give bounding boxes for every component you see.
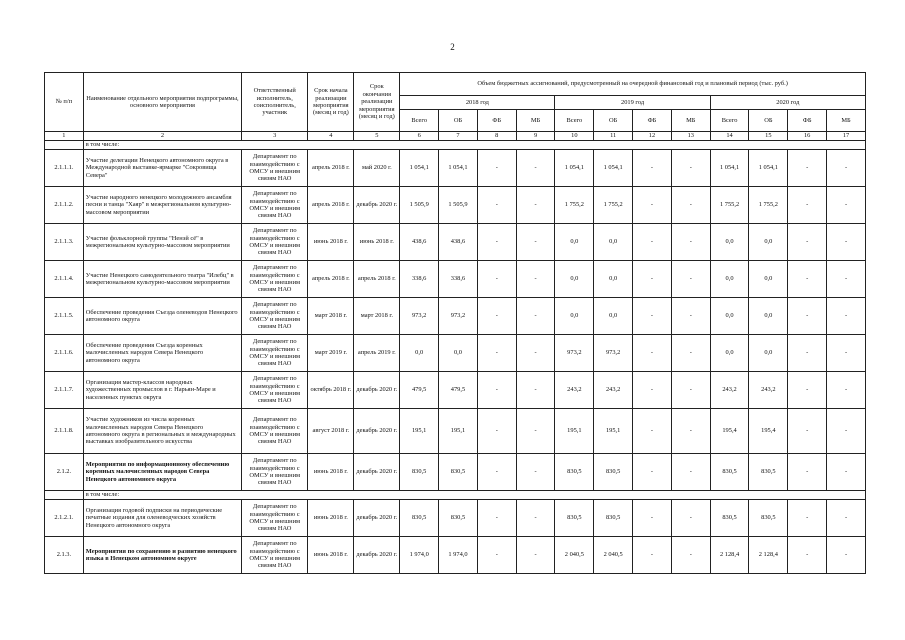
row-start: июнь 2018 г. (308, 224, 354, 261)
header-sub: Всего (555, 110, 594, 132)
row-value: - (788, 372, 827, 409)
row-value: - (671, 261, 710, 298)
row-value: 830,5 (555, 454, 594, 491)
row-value: 0,0 (749, 298, 788, 335)
table-row (45, 150, 866, 187)
row-end: декабрь 2020 г. (354, 500, 400, 537)
row-value: 1 054,1 (710, 150, 749, 187)
header-budget: Объем бюджетных ассигнований, предусмотренный на очередной финансовый год и плановый период (тыс. руб.) (400, 73, 866, 96)
row-num: 2.1.1.2. (45, 187, 84, 224)
row-value: - (633, 335, 672, 372)
table-row (45, 187, 866, 224)
row-value: - (671, 372, 710, 409)
col-index: 9 (516, 132, 555, 141)
col-index: 14 (710, 132, 749, 141)
col-index: 12 (633, 132, 672, 141)
row-value: 195,1 (439, 409, 478, 454)
row-value: - (516, 298, 555, 335)
col-index: 2 (83, 132, 241, 141)
row-responsible: Департамент по взаимодействию с ОМСУ и внешним связям НАО (242, 335, 308, 372)
header-sub: Всего (710, 110, 749, 132)
header-sub: ОБ (439, 110, 478, 132)
row-value: - (788, 537, 827, 574)
row-value: - (827, 454, 866, 491)
row-value: - (788, 454, 827, 491)
table-row (45, 409, 866, 454)
row-value: - (671, 298, 710, 335)
col-index: 16 (788, 132, 827, 141)
header-start: Срок начала реализации мероприятия (месяц и год) (308, 73, 354, 132)
row-name: Организация мастер-классов народных художественных промыслов в г. Нарьян-Маре и населенных пунктах округа (83, 372, 241, 409)
col-index: 13 (671, 132, 710, 141)
row-value: 0,0 (555, 224, 594, 261)
row-value: - (633, 537, 672, 574)
row-value: 2 040,5 (555, 537, 594, 574)
row-num: 2.1.1.3. (45, 224, 84, 261)
row-value: - (788, 409, 827, 454)
header-year-2018: 2018 год (400, 96, 555, 110)
row-start: октябрь 2018 г. (308, 372, 354, 409)
row-name: Обеспечение проведения Съезда оленеводов Ненецкого автономного округа (83, 298, 241, 335)
row-num: 2.1.3. (45, 537, 84, 574)
table-row (45, 454, 866, 491)
row-value: - (516, 372, 555, 409)
row-start: июнь 2018 г. (308, 537, 354, 574)
header-responsible: Ответственный исполнитель, соисполнитель, участник (242, 73, 308, 132)
row-value: - (633, 261, 672, 298)
row-num: 2.1.1.4. (45, 261, 84, 298)
row-value: - (827, 409, 866, 454)
row-value: 973,2 (439, 298, 478, 335)
row-value: 0,0 (555, 261, 594, 298)
row-start: июнь 2018 г. (308, 454, 354, 491)
row-value: - (827, 150, 866, 187)
col-index: 5 (354, 132, 400, 141)
row-start: март 2018 г. (308, 298, 354, 335)
row-value: 438,6 (400, 224, 439, 261)
row-value: 830,5 (555, 500, 594, 537)
row-value: - (827, 372, 866, 409)
row-responsible: Департамент по взаимодействию с ОМСУ и внешним связям НАО (242, 409, 308, 454)
header-sub: Всего (400, 110, 439, 132)
row-value: - (477, 224, 516, 261)
row-name: Организация годовой подписки на периодические печатные издания для оленеводческих хозяйств Ненецкого автономного округа (83, 500, 241, 537)
row-value: 0,0 (555, 298, 594, 335)
row-value: - (633, 224, 672, 261)
table-row (45, 298, 866, 335)
row-end: июнь 2018 г. (354, 224, 400, 261)
row-num: 2.1.1.8. (45, 409, 84, 454)
row-responsible: Департамент по взаимодействию с ОМСУ и внешним связям НАО (242, 537, 308, 574)
row-value: 830,5 (710, 454, 749, 491)
row-num: 2.1.1.5. (45, 298, 84, 335)
row-value: 830,5 (439, 454, 478, 491)
table-row (45, 372, 866, 409)
row-value: 0,0 (594, 224, 633, 261)
row-value: 338,6 (400, 261, 439, 298)
row-value: - (671, 187, 710, 224)
col-index: 11 (594, 132, 633, 141)
row-end: апрель 2018 г. (354, 261, 400, 298)
row-value: 830,5 (749, 454, 788, 491)
row-value: 1 755,2 (710, 187, 749, 224)
row-value: 0,0 (439, 335, 478, 372)
row-name: Участие делегации Ненецкого автономного округа в Международной выставке-ярмарке "Сокровища Севера" (83, 150, 241, 187)
col-index: 1 (45, 132, 84, 141)
row-value: - (477, 150, 516, 187)
row-value: - (477, 409, 516, 454)
note-label: в том числе: (83, 491, 865, 500)
row-end: декабрь 2020 г. (354, 372, 400, 409)
row-value: - (633, 500, 672, 537)
row-value: - (516, 187, 555, 224)
row-end: декабрь 2020 г. (354, 537, 400, 574)
row-value: 0,0 (400, 335, 439, 372)
row-name: Обеспечение проведения Съезда коренных малочисленных народов Севера Ненецкого автономного округа (83, 335, 241, 372)
row-end: апрель 2019 г. (354, 335, 400, 372)
header-year-2019: 2019 год (555, 96, 710, 110)
row-value: 438,6 (439, 224, 478, 261)
row-end: май 2020 г. (354, 150, 400, 187)
header-sub: МБ (516, 110, 555, 132)
row-value: - (671, 454, 710, 491)
row-start: апрель 2018 г. (308, 150, 354, 187)
row-value: - (477, 454, 516, 491)
row-num: 2.1.1.7. (45, 372, 84, 409)
row-value: 830,5 (400, 454, 439, 491)
row-value: - (633, 187, 672, 224)
row-name: Участие фольклорной группы "Ненэй сё" в межрегиональном культурно-массовом мероприятии (83, 224, 241, 261)
row-end: декабрь 2020 г. (354, 454, 400, 491)
row-value: 195,1 (400, 409, 439, 454)
row-value: - (671, 224, 710, 261)
row-value: - (477, 372, 516, 409)
row-value: - (477, 187, 516, 224)
row-value: - (827, 335, 866, 372)
row-value: - (516, 409, 555, 454)
budget-table (44, 72, 866, 574)
row-start: август 2018 г. (308, 409, 354, 454)
row-name: Мероприятия по сохранению и развитию ненецкого языка в Ненецком автономном округе (83, 537, 241, 574)
row-value: - (516, 537, 555, 574)
row-value: 973,2 (400, 298, 439, 335)
row-name: Участие Ненецкого самодеятельного театра "Илебц" в межрегиональном культурно-массовом мероприятии (83, 261, 241, 298)
row-responsible: Департамент по взаимодействию с ОМСУ и внешним связям НАО (242, 454, 308, 491)
header-sub: ОБ (749, 110, 788, 132)
row-start: март 2019 г. (308, 335, 354, 372)
row-value: - (671, 150, 710, 187)
row-value: - (633, 298, 672, 335)
row-value: - (516, 261, 555, 298)
row-value: 1 054,1 (400, 150, 439, 187)
row-num: 2.1.1.1. (45, 150, 84, 187)
row-value: - (671, 409, 710, 454)
row-value: 830,5 (594, 454, 633, 491)
row-value: - (671, 500, 710, 537)
row-value: 1 054,1 (749, 150, 788, 187)
row-value: - (633, 454, 672, 491)
row-value: - (633, 372, 672, 409)
row-value: 1 054,1 (555, 150, 594, 187)
row-end: март 2018 г. (354, 298, 400, 335)
row-value: - (516, 150, 555, 187)
row-value: - (477, 335, 516, 372)
row-value: 0,0 (749, 335, 788, 372)
table-row (45, 537, 866, 574)
row-value: 830,5 (400, 500, 439, 537)
row-name: Мероприятия по информационному обеспечению коренных малочисленных народов Севера Ненецкого автономного округа (83, 454, 241, 491)
row-value: 243,2 (710, 372, 749, 409)
row-value: - (827, 187, 866, 224)
row-value: 1 755,2 (555, 187, 594, 224)
row-value: 830,5 (749, 500, 788, 537)
table-row (45, 500, 866, 537)
col-index: 15 (749, 132, 788, 141)
col-index: 8 (477, 132, 516, 141)
row-value: 1 755,2 (749, 187, 788, 224)
row-value: 0,0 (710, 261, 749, 298)
row-value: - (477, 298, 516, 335)
row-value: 1 054,1 (594, 150, 633, 187)
row-value: 0,0 (710, 335, 749, 372)
row-start: апрель 2018 г. (308, 261, 354, 298)
row-responsible: Департамент по взаимодействию с ОМСУ и внешним связям НАО (242, 372, 308, 409)
row-value: 0,0 (594, 261, 633, 298)
row-end: декабрь 2020 г. (354, 409, 400, 454)
row-value: - (788, 261, 827, 298)
row-responsible: Департамент по взаимодействию с ОМСУ и внешним связям НАО (242, 187, 308, 224)
header-end: Срок окончания реализации мероприятия (месяц и год) (354, 73, 400, 132)
row-value: 830,5 (710, 500, 749, 537)
col-index: 17 (827, 132, 866, 141)
row-value: 1 974,0 (439, 537, 478, 574)
row-value: 2 128,4 (749, 537, 788, 574)
page-number: 2 (450, 42, 455, 52)
row-value: - (516, 224, 555, 261)
header-sub: ФБ (633, 110, 672, 132)
row-value: - (788, 298, 827, 335)
row-value: 1 054,1 (439, 150, 478, 187)
row-responsible: Департамент по взаимодействию с ОМСУ и внешним связям НАО (242, 500, 308, 537)
header-num: № п/п (45, 73, 84, 132)
row-name: Участие художников из числа коренных малочисленных народов Севера Ненецкого автономного округа в региональных и международных выставках изобразительного искусства (83, 409, 241, 454)
row-value: 0,0 (749, 261, 788, 298)
row-start: июнь 2018 г. (308, 500, 354, 537)
row-value: - (516, 454, 555, 491)
row-value: 830,5 (439, 500, 478, 537)
header-sub: МБ (671, 110, 710, 132)
row-value: 0,0 (749, 224, 788, 261)
row-value: 0,0 (594, 298, 633, 335)
row-value: 338,6 (439, 261, 478, 298)
row-value: 2 128,4 (710, 537, 749, 574)
row-value: 243,2 (749, 372, 788, 409)
note-label: в том числе: (83, 141, 865, 150)
row-name: Участие народного ненецкого молодежного ансамбля песни и танца "Хаяр" в межрегиональном культурно-массовом мероприятии (83, 187, 241, 224)
table-row (45, 261, 866, 298)
row-value: 243,2 (594, 372, 633, 409)
row-value: - (788, 335, 827, 372)
row-value: 2 040,5 (594, 537, 633, 574)
column-index-row (45, 132, 866, 141)
col-index: 10 (555, 132, 594, 141)
header-sub: ФБ (477, 110, 516, 132)
row-responsible: Департамент по взаимодействию с ОМСУ и внешним связям НАО (242, 298, 308, 335)
row-num: 2.1.1.6. (45, 335, 84, 372)
row-value: 973,2 (555, 335, 594, 372)
row-value: - (477, 261, 516, 298)
row-value: 0,0 (710, 298, 749, 335)
row-value: 1 505,9 (439, 187, 478, 224)
row-value: - (671, 537, 710, 574)
table-row (45, 335, 866, 372)
header-year-2020: 2020 год (710, 96, 865, 110)
row-start: апрель 2018 г. (308, 187, 354, 224)
col-index: 6 (400, 132, 439, 141)
col-index: 3 (242, 132, 308, 141)
row-value: - (827, 537, 866, 574)
row-value: - (788, 224, 827, 261)
row-value: 0,0 (710, 224, 749, 261)
row-value: - (827, 261, 866, 298)
header-sub: ФБ (788, 110, 827, 132)
row-num: 2.1.2. (45, 454, 84, 491)
row-value: 1 755,2 (594, 187, 633, 224)
row-responsible: Департамент по взаимодействию с ОМСУ и внешним связям НАО (242, 261, 308, 298)
row-value: - (477, 500, 516, 537)
row-num: 2.1.2.1. (45, 500, 84, 537)
row-value: 195,4 (710, 409, 749, 454)
row-value: - (633, 150, 672, 187)
row-value: - (788, 150, 827, 187)
header-name: Наименование отдельного мероприятия подпрограммы, основного мероприятия (83, 73, 241, 132)
row-value: 1 974,0 (400, 537, 439, 574)
header-sub: ОБ (594, 110, 633, 132)
row-value: - (788, 500, 827, 537)
row-value: - (477, 537, 516, 574)
row-value: 195,1 (555, 409, 594, 454)
header-sub: МБ (827, 110, 866, 132)
row-value: - (788, 187, 827, 224)
row-value: 195,4 (749, 409, 788, 454)
row-value: - (827, 500, 866, 537)
row-value: 1 505,9 (400, 187, 439, 224)
row-value: 479,5 (439, 372, 478, 409)
row-value: - (671, 335, 710, 372)
row-value: - (827, 298, 866, 335)
row-responsible: Департамент по взаимодействию с ОМСУ и внешним связям НАО (242, 224, 308, 261)
row-value: - (633, 409, 672, 454)
row-value: 973,2 (594, 335, 633, 372)
table-row (45, 224, 866, 261)
row-responsible: Департамент по взаимодействию с ОМСУ и внешним связям НАО (242, 150, 308, 187)
row-value: 195,1 (594, 409, 633, 454)
row-value: 479,5 (400, 372, 439, 409)
row-value: 243,2 (555, 372, 594, 409)
col-index: 7 (439, 132, 478, 141)
row-value: - (827, 224, 866, 261)
row-value: 830,5 (594, 500, 633, 537)
col-index: 4 (308, 132, 354, 141)
row-value: - (516, 500, 555, 537)
row-end: декабрь 2020 г. (354, 187, 400, 224)
row-value: - (516, 335, 555, 372)
